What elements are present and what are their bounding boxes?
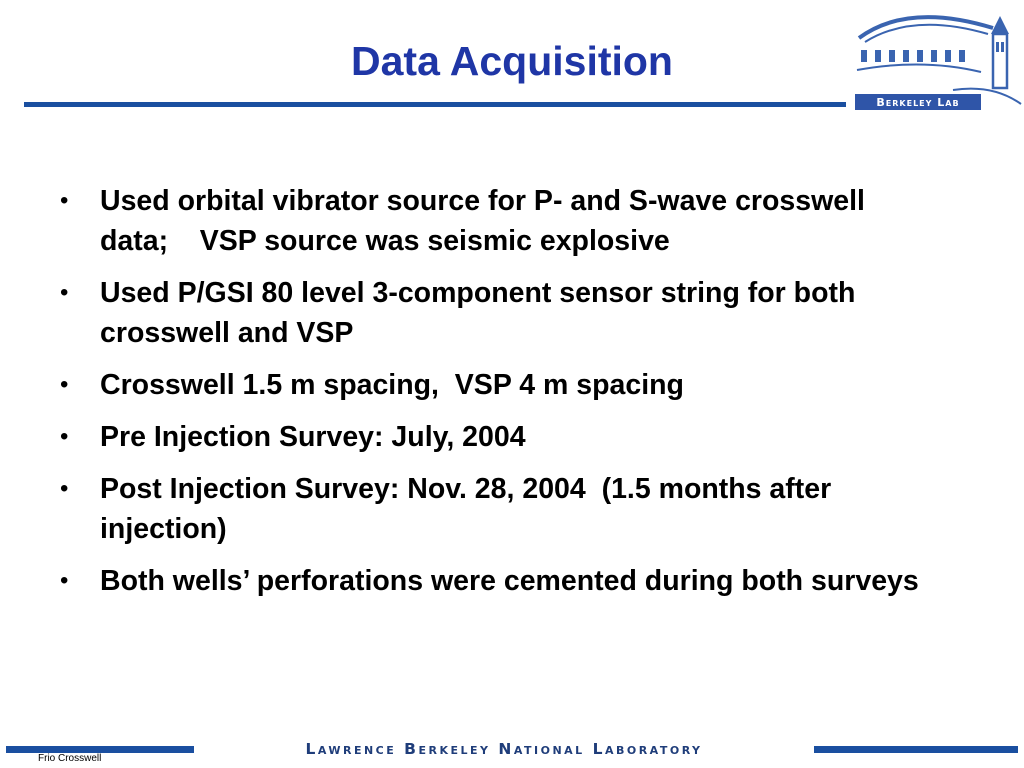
bullet-marker: • (60, 279, 69, 306)
bullet-item (60, 561, 940, 601)
bullet-text: Pre Injection Survey: July, 2004 (100, 421, 526, 453)
bullet-item (60, 273, 940, 353)
footer-rule-right (814, 746, 1018, 753)
bullet-marker: • (60, 187, 69, 214)
bullet-list (60, 181, 940, 613)
bullet-text: Crosswell 1.5 m spacing, VSP 4 m spacing (100, 369, 684, 401)
footer-lab-name: Lawrence Berkeley National Laboratory (305, 740, 703, 758)
bullet-marker: • (60, 475, 69, 502)
logo-text: Berkeley Lab (876, 96, 960, 109)
bullet-item (60, 417, 940, 457)
bullet-marker: • (60, 371, 69, 398)
footer-note: Frio Crosswell (38, 753, 102, 764)
slide-title: Data Acquisition (351, 38, 673, 84)
bullet-item (60, 365, 940, 405)
bullet-item (60, 181, 940, 261)
bullet-marker: • (60, 423, 69, 450)
berkeley-lab-logo-icon (853, 6, 1023, 112)
bullet-text: Both wells’ perforations were cemented during both surveys (100, 565, 919, 597)
bullet-text: Used orbital vibrator source for P- and S-wave crosswell data; VSP source was seismic explosive (100, 185, 873, 257)
bullet-marker: • (60, 567, 69, 594)
bullet-text: Post Injection Survey: Nov. 28, 2004 (1.5 months after injection) (100, 473, 840, 545)
bullet-text: Used P/GSI 80 level 3-component sensor string for both crosswell and VSP (100, 277, 856, 349)
title-underline (24, 102, 846, 107)
footer-rule-left (6, 746, 194, 753)
bullet-item (60, 469, 940, 549)
